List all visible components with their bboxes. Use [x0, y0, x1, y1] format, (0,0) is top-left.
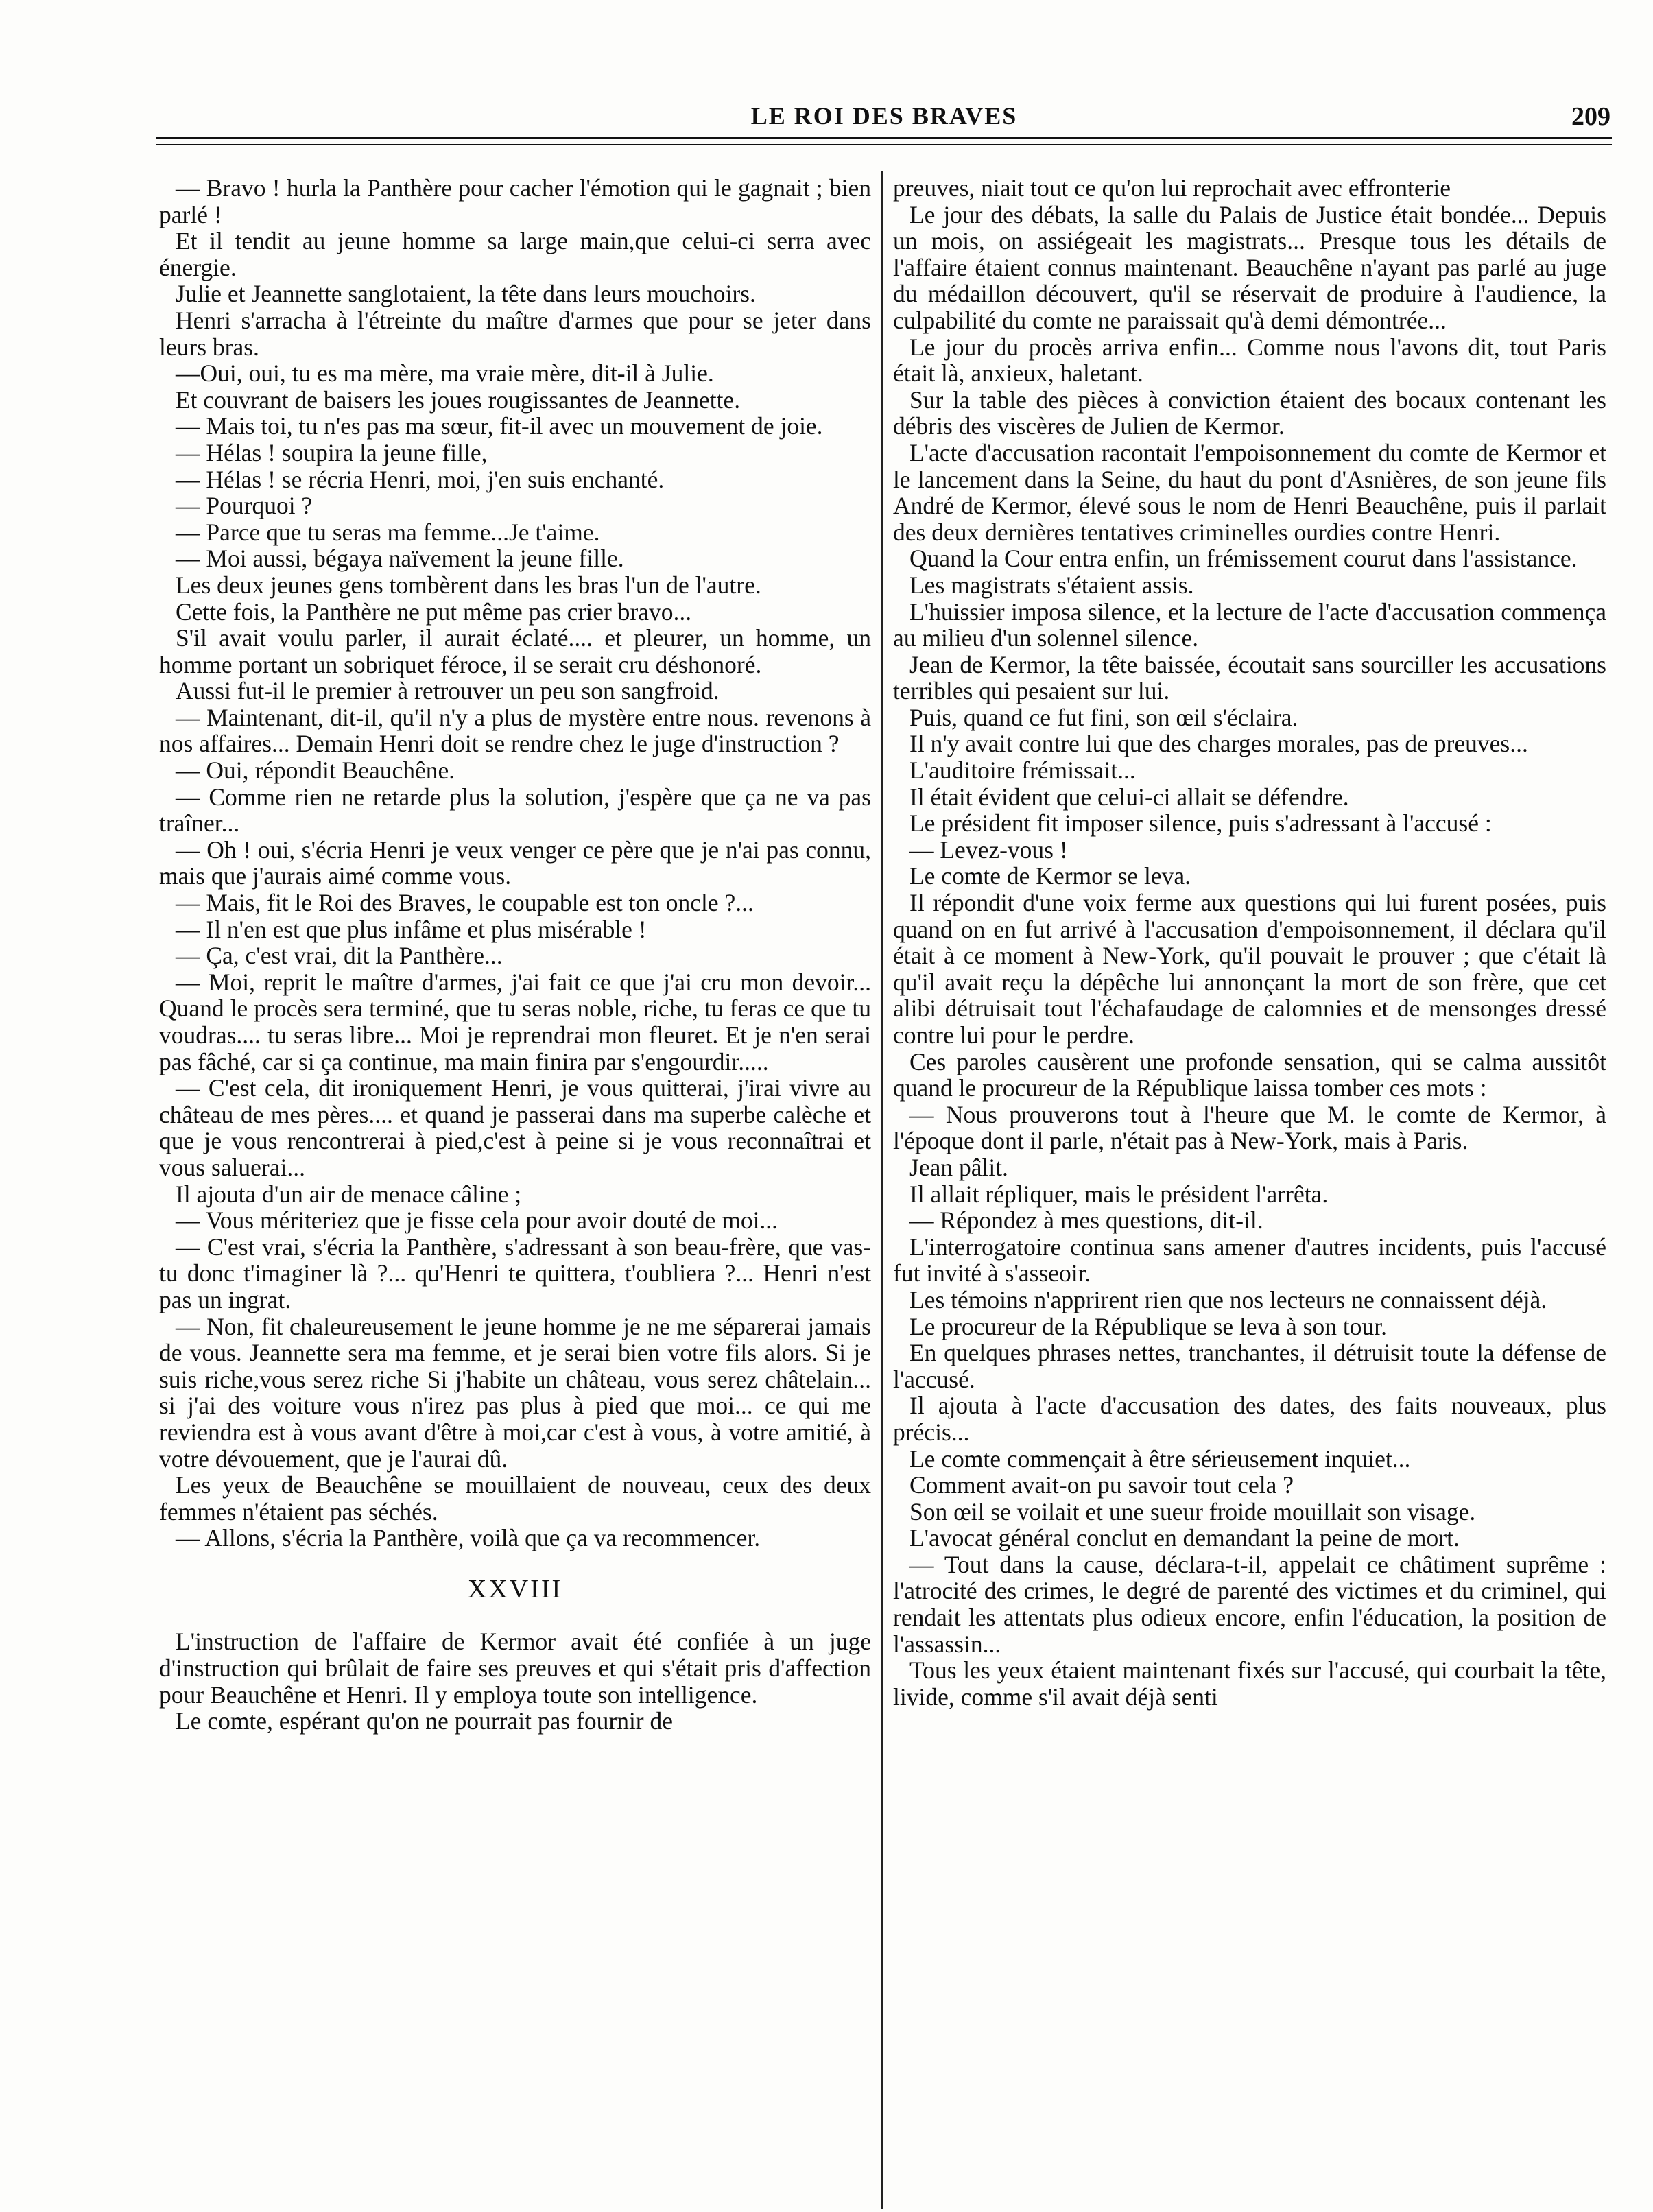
running-title: LE ROI DES BRAVES — [750, 102, 1018, 130]
paragraph: — Il n'en est que plus infâme et plus misérable ! — [176, 915, 647, 943]
paragraph: Le comte commençait à être sérieusement inquiet... — [909, 1444, 1411, 1473]
paragraph: — Bravo ! hurla la Panthère pour cacher l'émotion qui le gagnait ; bien parlé ! — [159, 174, 871, 228]
paragraph: Le jour des débats, la salle du Palais de Justice était bondée... Depuis un mois, on assiégeait les magistrats... Presque tous les détails de l'affaire étaient connus maintenant. Beauchêne n'ayant pas parlé au juge du médaillon découvert, qu'il se réservait de produire à l'audience, la culpabilité du comte ne paraissait qu'à demi démontrée... — [893, 200, 1606, 334]
header-rule-thin — [156, 144, 1612, 145]
column-divider — [881, 171, 883, 2209]
paragraph: Il allait répliquer, mais le président l'arrêta. — [909, 1180, 1329, 1208]
paragraph: — Oh ! oui, s'écria Henri je veux venger ce père que je n'ai pas connu, mais que j'aurais aimé comme vous. — [159, 835, 871, 890]
paragraph: L'interrogatoire continua sans amener d'autres incidents, puis l'accusé fut invité à s'asseoir. — [893, 1233, 1606, 1287]
paragraph: L'avocat général conclut en demandant la peine de mort. — [909, 1524, 1460, 1552]
right-column — [893, 175, 1606, 1710]
paragraph: — Tout dans la cause, déclara-t-il, appelait ce châtiment suprême : l'atrocité des crimes, le degré de parenté des victimes et du criminel, qui rendait les attentats plus odieux encore, enfin l'éducation, la position de l'assassin... — [893, 1550, 1606, 1658]
paragraph: — Hélas ! soupira la jeune fille, — [176, 438, 488, 466]
paragraph: Le jour du procès arriva enfin... Comme nous l'avons dit, tout Paris était là, anxieux, haletant. — [893, 333, 1606, 388]
left-column — [159, 175, 871, 1735]
paragraph: Il ajouta d'un air de menace câline ; — [176, 1180, 522, 1208]
paragraph: — Vous mériteriez que je fisse cela pour avoir douté de moi... — [176, 1206, 778, 1235]
paragraph: — Comme rien ne retarde plus la solution, j'espère que ça ne va pas traîner... — [159, 783, 871, 837]
paragraph: —Oui, oui, tu es ma mère, ma vraie mère, dit-il à Julie. — [176, 359, 714, 388]
paragraph: Il n'y avait contre lui que des charges morales, pas de preuves... — [909, 730, 1528, 758]
paragraph: Quand la Cour entra enfin, un frémissement courut dans l'assistance. — [909, 545, 1578, 573]
paragraph: Les témoins n'apprirent rien que nos lecteurs ne connaissent déjà. — [909, 1285, 1547, 1313]
paragraph: Tous les yeux étaient maintenant fixés sur l'accusé, qui courbait la tête, livide, comme s'il avait déjà senti — [893, 1656, 1606, 1711]
paragraph: Cette fois, la Panthère ne put même pas crier bravo... — [176, 597, 692, 626]
paragraph: L'auditoire frémissait... — [909, 757, 1136, 785]
paragraph: L'huissier imposa silence, et la lecture de l'acte d'accusation commença au milieu d'un solennel silence. — [893, 597, 1606, 652]
paragraph: — Oui, répondit Beauchêne. — [176, 757, 455, 785]
paragraph: Aussi fut-il le premier à retrouver un peu son sangfroid. — [176, 677, 720, 705]
paragraph: Le comte de Kermor se leva. — [909, 862, 1191, 890]
paragraph: — Moi, reprit le maître d'armes, j'ai fait ce que j'ai cru mon devoir... Quand le procès sera terminé, que tu seras noble, riche, tu feras ce que tu voudras.... tu seras libre... Moi je reprendrai mon fleuret. Et je n'en serai pas fâché, car si ça continue, ma main finira par s'engourdir..... — [159, 968, 871, 1075]
paragraph: Et il tendit au jeune homme sa large main,que celui-ci serra avec énergie. — [159, 227, 871, 281]
chapter-heading: XXVIII — [467, 1574, 563, 1604]
paragraph: Il était évident que celui-ci allait se défendre. — [909, 783, 1349, 811]
paragraph: Comment avait-on pu savoir tout cela ? — [909, 1471, 1294, 1499]
paragraph: — Moi aussi, bégaya naïvement la jeune fille. — [176, 545, 624, 573]
paragraph: Ces paroles causèrent une profonde sensation, qui se calma aussitôt quand le procureur de la République laissa tomber ces mots : — [893, 1047, 1606, 1102]
paragraph: Jean de Kermor, la tête baissée, écoutait sans sourciller les accusations terribles qui pesaient sur lui. — [893, 650, 1606, 705]
paragraph: — Allons, s'écria la Panthère, voilà que ça va recommencer. — [176, 1524, 761, 1552]
paragraph: — Répondez à mes questions, dit-il. — [909, 1206, 1263, 1235]
paragraph: Jean pâlit. — [909, 1153, 1008, 1181]
paragraph: — Mais toi, tu n'es pas ma sœur, fit-il avec un mouvement de joie. — [176, 412, 823, 440]
right-column-body — [893, 175, 1606, 1710]
paragraph: Les yeux de Beauchêne se mouillaient de nouveau, ceux des deux femmes n'étaient pas séchés. — [159, 1471, 871, 1525]
paragraph: — Nous prouverons tout à l'heure que M. le comte de Kermor, à l'époque dont il parle, n'était pas à New-York, mais à Paris. — [893, 1100, 1606, 1155]
paragraph: Puis, quand ce fut fini, son œil s'éclaira. — [909, 703, 1298, 731]
header-rule-thick — [156, 137, 1612, 139]
paragraph: Les magistrats s'étaient assis. — [909, 571, 1194, 599]
paragraph: L'acte d'accusation racontait l'empoisonnement du comte de Kermor et le lancement dans la Seine, du haut du pont d'Asnières, de son jeune fils André de Kermor, élevé sous le nom de Henri Beauchêne, puis il parlait des deux dernières tentatives criminelles ourdies contre Henri. — [893, 438, 1606, 546]
paragraph: Le comte, espérant qu'on ne pourrait pas fournir de — [176, 1707, 674, 1735]
paragraph: — Non, fit chaleureusement le jeune homme je ne me séparerai jamais de vous. Jeannette sera ma femme, et je serai bien votre fils alors. Si je suis riche,vous serez riche Si j'habite un château, vous serez châtelain... si j'ai des voiture vous n'irez pas plus à pied que moi... ce qui me reviendra est à vous avant d'être à moi,car c'est à vous, à votre amitié, à votre dévouement, que je l'aurai dû. — [159, 1312, 871, 1473]
paragraph: — Ça, c'est vrai, dit la Panthère... — [176, 942, 503, 970]
paragraph: Et couvrant de baisers les joues rougissantes de Jeannette. — [176, 385, 741, 414]
paragraph: — Levez-vous ! — [909, 835, 1068, 864]
paragraph: — Parce que tu seras ma femme...Je t'aime. — [176, 518, 600, 546]
paragraph: Henri s'arracha à l'étreinte du maître d'armes que pour se jeter dans leurs bras. — [159, 306, 871, 361]
paragraph: — C'est cela, dit ironiquement Henri, je vous quitterai, j'irai vivre au château de mes pères.... et quand je passerai dans ma superbe calèche et que je vous rencontrerai à pied,c'est à peine si je vous reconnaîtrai et vous saluerai... — [159, 1074, 871, 1181]
paragraph: — Pourquoi ? — [176, 492, 313, 520]
paragraph: L'instruction de l'affaire de Kermor avait été confiée à un juge d'instruction qui brûlait de faire ses preuves et qui s'était pris d'affection pour Beauchêne et Henri. Il y employa toute son intelligence. — [159, 1628, 871, 1709]
paragraph: preuves, niait tout ce qu'on lui reprochait avec effronterie — [893, 174, 1451, 202]
paragraph: Le procureur de la République se leva à son tour. — [909, 1312, 1387, 1340]
paragraph: Le président fit imposer silence, puis s'adressant à l'accusé : — [909, 809, 1492, 837]
paragraph: Sur la table des pièces à conviction étaient des bocaux contenant les débris des viscères de Julien de Kermor. — [893, 385, 1606, 440]
paragraph: En quelques phrases nettes, tranchantes, il détruisit toute la défense de l'accusé. — [893, 1339, 1606, 1393]
paragraph: S'il avait voulu parler, il aurait éclaté.... et pleurer, un homme, un homme portant un sobriquet féroce, il se serait cru déshonoré. — [159, 624, 871, 678]
paragraph: — Maintenant, dit-il, qu'il n'y a plus de mystère entre nous. revenons à nos affaires... Demain Henri doit se rendre chez le juge d'instruction ? — [159, 703, 871, 758]
paragraph: Julie et Jeannette sanglotaient, la tête dans leurs mouchoirs. — [176, 280, 756, 308]
paragraph: Il ajouta à l'acte d'accusation des dates, des faits nouveaux, plus précis... — [893, 1392, 1606, 1446]
paragraph: Il répondit d'une voix ferme aux questions qui lui furent posées, puis quand on en fut arrivé à l'accusation d'empoisonnement, il déclara qu'il était à ce moment à New-York, qu'il pouvait le prouver ; que c'était là qu'il avait reçu la dépêche lui annonçant la mort de son frère, que cet alibi détruisait tout l'échafaudage de calomnies et de mensonges dressé contre lui pour le perdre. — [893, 889, 1606, 1049]
page-number: 209 — [1571, 102, 1610, 131]
chapter-body — [159, 1628, 871, 1734]
paragraph: Son œil se voilait et une sueur froide mouillait son visage. — [909, 1497, 1476, 1525]
paragraph: — C'est vrai, s'écria la Panthère, s'adressant à son beau-frère, que vas-tu donc t'imaginer là ?... qu'Henri te quittera, t'oubliera ?... Henri n'est pas un ingrat. — [159, 1233, 871, 1313]
paragraph: — Hélas ! se récria Henri, moi, j'en suis enchanté. — [176, 465, 665, 493]
running-header — [158, 102, 1610, 133]
paragraph: Les deux jeunes gens tombèrent dans les bras l'un de l'autre. — [176, 571, 761, 599]
paragraph: — Mais, fit le Roi des Braves, le coupable est ton oncle ?... — [176, 889, 754, 917]
left-column-body — [159, 175, 871, 1551]
